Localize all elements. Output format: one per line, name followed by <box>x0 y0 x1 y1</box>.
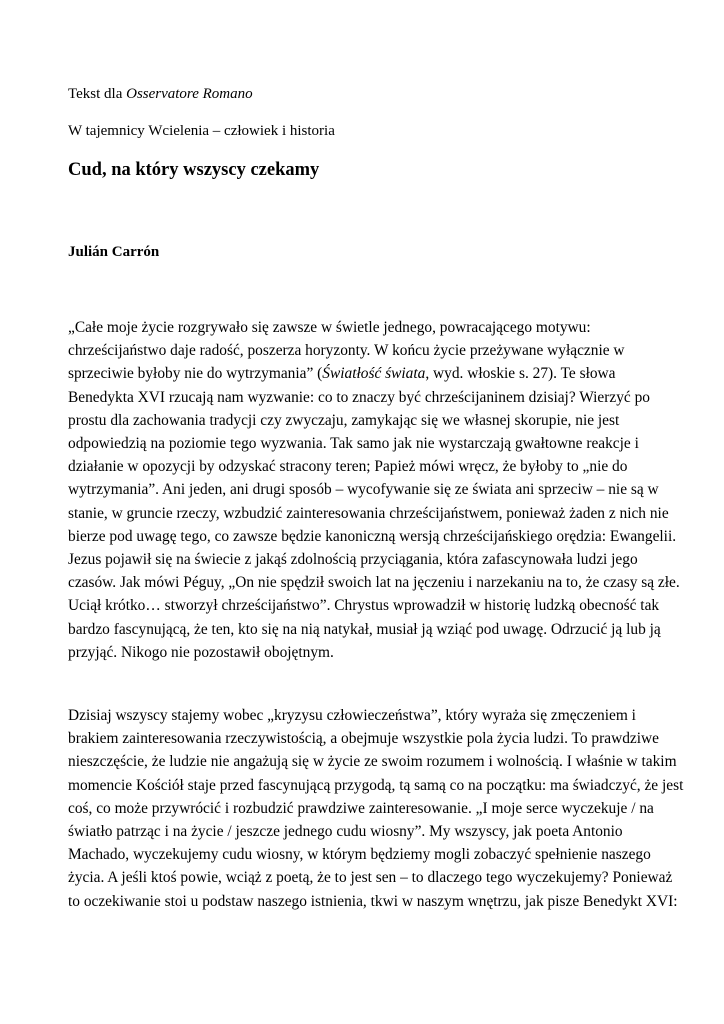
paragraph-line: prostu dla zachowania tradycji czy zwyczaju, zamykając się we własnej skorupie, nie jest <box>68 411 620 429</box>
paragraph-line: momencie Kościół staje przed fascynującą przygodą, tą samą co na początku: ma świadczyć, że jest <box>68 776 684 794</box>
paragraph-line: Uciął krótko… stworzył chrześcijaństwo”. Chrystus wprowadził w historię ludzką obecność tak <box>68 597 660 615</box>
paragraph-line: przyjąć. Nikogo nie pozostawił obojętnym. <box>68 643 334 661</box>
paragraph-line: czasów. Jak mówi Péguy, „On nie spędził swoich lat na jęczeniu i narzekaniu na to, że czasy są złe. <box>68 574 680 592</box>
author-name: Julián Carrón <box>68 244 160 260</box>
header-source-prefix: Tekst dla <box>68 86 127 102</box>
paragraph-line: Dzisiaj wszyscy stajemy wobec „kryzysu człowieczeństwa”, który wyraża się zmęczeniem i <box>68 707 636 724</box>
paragraph-line: odpowiedzią na poziomie tego wyzwania. Tak samo jak nie wystarczają gwałtowne reakcje i <box>68 435 639 453</box>
paragraph-1 <box>68 316 680 664</box>
paragraph-line: to oczekiwanie stoi u podstaw naszego istnienia, tkwi w naszym wnętrzu, jak pisze Benedykt XVI: <box>68 892 678 910</box>
book-title: Światłość świata <box>322 365 426 383</box>
paragraph-line: życia. A jeśli ktoś powie, wciąż z poetą, że to jest sen – to dlaczego tego wyczekujemy? Ponieważ <box>68 869 673 887</box>
paragraph-line: coś, co może przywrócić i rozbudzić prawdziwe zainteresowanie. „I moje serce wyczekuje / na <box>68 799 654 817</box>
paragraph-line: „Całe moje życie rozgrywało się zawsze w świetle jednego, powracającego motywu: <box>68 319 591 336</box>
paragraph-line: chrześcijaństwo daje radość, poszerza horyzonty. W końcu życie przeżywane wyłącznie w <box>68 342 625 360</box>
paragraph-line: bierze pod uwagę tego, co zawsze będzie kanoniczną wersją chrześcijańskiego orędzia: Ewangelii. <box>68 527 677 545</box>
paragraph-line: Machado, wyczekujemy cudu wiosny, w którym będziemy mogli zobaczyć spełnienie naszego <box>68 846 651 864</box>
header-subtitle: W tajemnicy Wcielenia – człowiek i historia <box>68 123 335 139</box>
paragraph-line-text: sprzeciwie byłoby nie do wytrzymania” ( <box>68 365 323 383</box>
paragraph-line: światło patrząc i na życie / jeszcze jednego cudu wiosny”. My wszyscy, jak poeta Antonio <box>68 823 623 841</box>
paragraph-line: Jezus pojawił się na świecie z jakąś zdolnością przyciągania, która zafascynowała ludzi jego <box>68 551 638 569</box>
paragraph-line: brakiem zainteresowania rzeczywistością, a obejmuje wszystkie pola życia ludzi. To prawdziwe <box>68 730 659 748</box>
paragraph-line: stanie, w gruncie rzeczy, wzbudzić zainteresowania chrześcijaństwem, ponieważ żaden z nich nie <box>68 504 669 522</box>
document-title: Cud, na który wszyscy czekamy <box>68 160 320 180</box>
paragraph-line <box>68 362 668 385</box>
paragraph-line: działanie w opozycji by odzyskać stracony teren; Papież mówi wręcz, że byłoby to „nie do <box>68 458 628 476</box>
header-source-publication: Osservatore Romano <box>126 86 253 102</box>
header-source-line <box>68 86 253 103</box>
paragraph-line-text: , wyd. włoskie s. 27). Te słowa <box>425 365 616 383</box>
paragraph-line: bardzo fascynującą, że ten, kto się na nią natykał, musiał ją wziąć pod uwagę. Odrzucić ją lub ją <box>68 620 661 638</box>
paragraph-line: Benedykta XVI rzucają nam wyzwanie: co to znaczy być chrześcijaninem dzisiaj? Wierzyć po <box>68 388 650 406</box>
paragraph-2 <box>68 704 684 913</box>
paragraph-line: wytrzymania”. Ani jeden, ani drugi sposób – wycofywanie się ze świata ani sprzeciw – nie są w <box>68 481 659 499</box>
paragraph-line: nieszczęście, że ludzie nie angażują się w życie ze swoim rozumem i wolnością. I właśnie w takim <box>68 753 677 771</box>
